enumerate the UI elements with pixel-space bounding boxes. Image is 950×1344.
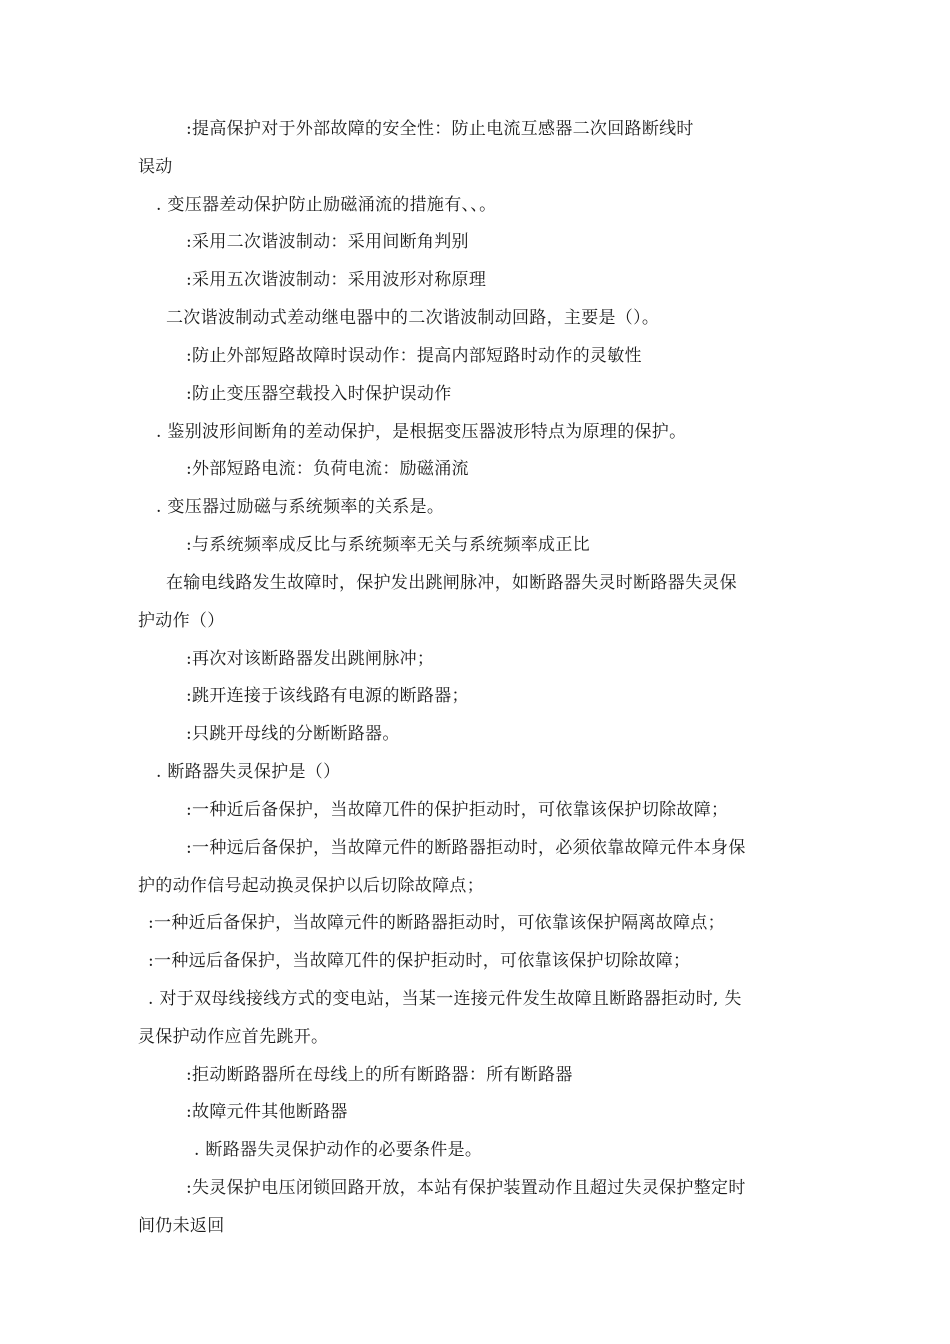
answer-line: :采用二次谐波制动：采用间断角判别 — [186, 232, 469, 252]
continuation-line: 间仍未返回 — [138, 1216, 225, 1236]
question-line: 在输电线路发生故障时，保护发出跳闸脉冲，如断路器失灵时断路器失灵保 — [166, 573, 737, 593]
question-line: . 变压器差动保护防止励磁涌流的措施有、、。 — [156, 195, 497, 215]
answer-line: :提高保护对于外部故障的安全性：防止电流互感器二次回路断线时 — [186, 119, 694, 139]
question-line: . 变压器过励磁与系统频率的关系是。 — [156, 497, 445, 517]
answer-line: :一种远后备保护，当故障兀件的保护拒动时，可依靠该保护切除故障； — [148, 951, 691, 971]
answer-line: :一种近后备保护，当故障兀件的保护拒动时，可依靠该保护切除故障； — [186, 800, 729, 820]
question-line: . 鉴别波形间断角的差动保护，是根据变压器波形特点为原理的保护。 — [156, 422, 687, 442]
question-line: . 对于双母线接线方式的变电站，当某一连接元件发生故障且断路器拒动时, 失 — [148, 989, 742, 1009]
answer-line: :采用五次谐波制动：采用波形对称原理 — [186, 270, 487, 290]
answer-line: :跳开连接于该线路有电源的断路器； — [186, 686, 469, 706]
continuation-line: 误动 — [138, 157, 173, 177]
answer-line: :一种远后备保护，当故障元件的断路器拒动时，必须依靠故障元件本身保 — [186, 838, 746, 858]
answer-line: :再次对该断路器发出跳闸脉冲； — [186, 649, 435, 669]
answer-line: :只跳开母线的分断断路器。 — [186, 724, 400, 744]
answer-line: :故障元件其他断路器 — [186, 1102, 348, 1122]
continuation-line: 灵保护动作应首先跳开。 — [138, 1027, 329, 1047]
answer-line: :防止变压器空载投入时保护误动作 — [186, 384, 452, 404]
continuation-line: 护的动作信号起动换灵保护以后切除故障点； — [138, 876, 484, 896]
answer-line: :一种近后备保护，当故障元件的断路器拒动时，可依靠该保护隔离故障点； — [148, 913, 725, 933]
answer-line: :失灵保护电压闭锁回路开放，本站有保护装置动作且超过失灵保护整定时 — [186, 1178, 746, 1198]
answer-line: :防止外部短路故障时误动作：提高内部短路时动作的灵敏性 — [186, 346, 642, 366]
continuation-line: 护动作（） — [138, 611, 225, 631]
answer-line: :与系统频率成反比与系统频率无关与系统频率成正比 — [186, 535, 590, 555]
answer-line: :外部短路电流：负荷电流：励磁涌流 — [186, 459, 469, 479]
question-line: . 断路器失灵保护动作的必要条件是。 — [194, 1140, 483, 1160]
answer-line: :拒动断路器所在母线上的所有断路器：所有断路器 — [186, 1065, 573, 1085]
question-line: . 断路器失灵保护是（） — [156, 762, 341, 782]
question-line: 二次谐波制动式差动继电器中的二次谐波制动回路，主要是（）。 — [166, 308, 660, 328]
